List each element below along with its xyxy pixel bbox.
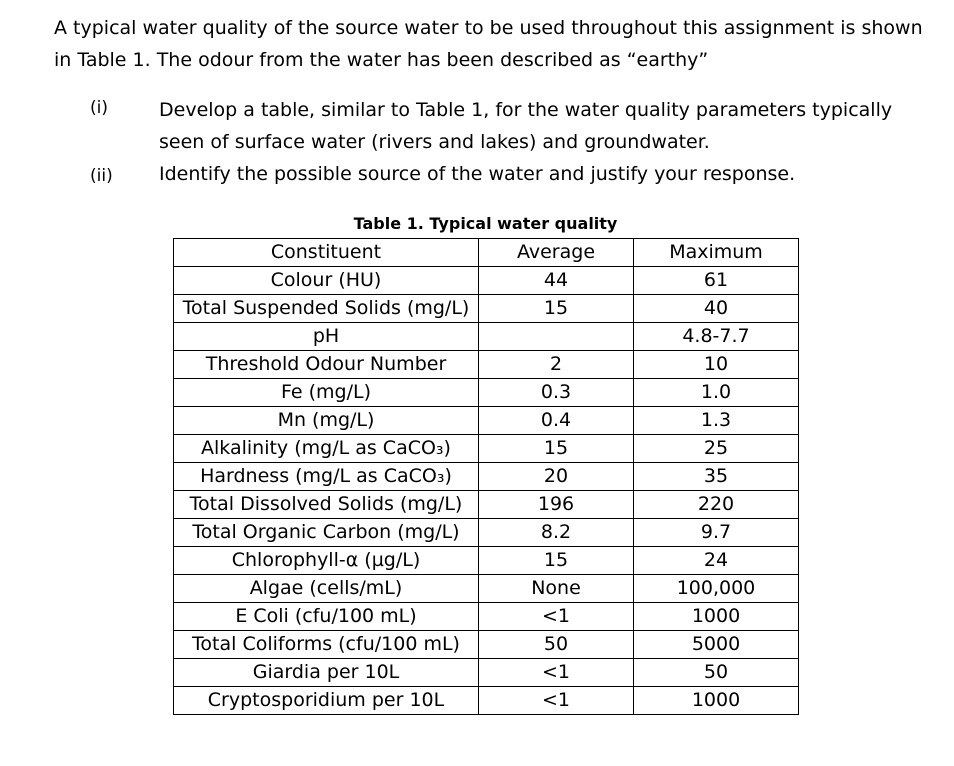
question-2-text bbox=[159, 158, 919, 190]
maximum-cell: 1000 bbox=[634, 687, 799, 715]
maximum-cell: 10 bbox=[634, 351, 799, 379]
average-cell: 15 bbox=[479, 547, 634, 575]
intro-line-2: in Table 1. The odour from the water has been described as “earthy” bbox=[54, 49, 709, 71]
average-cell: 15 bbox=[479, 295, 634, 323]
header-constituent: Constituent bbox=[174, 239, 479, 267]
constituent-cell: Algae (cells/mL) bbox=[174, 575, 479, 603]
table-row bbox=[174, 519, 799, 547]
table-row bbox=[174, 267, 799, 295]
table-row bbox=[174, 603, 799, 631]
maximum-cell: 50 bbox=[634, 659, 799, 687]
question-1-line-2: seen of surface water (rivers and lakes) and groundwater. bbox=[159, 131, 710, 153]
water-quality-table bbox=[173, 238, 799, 715]
average-cell: <1 bbox=[479, 603, 634, 631]
table-row bbox=[174, 687, 799, 715]
constituent-cell: Mn (mg/L) bbox=[174, 407, 479, 435]
question-1-text bbox=[159, 94, 919, 158]
average-cell: 0.3 bbox=[479, 379, 634, 407]
average-cell: 44 bbox=[479, 267, 634, 295]
constituent-cell: Alkalinity (mg/L as CaCO₃) bbox=[174, 435, 479, 463]
maximum-cell: 1.3 bbox=[634, 407, 799, 435]
average-cell: 196 bbox=[479, 491, 634, 519]
constituent-cell: Fe (mg/L) bbox=[174, 379, 479, 407]
constituent-cell: pH bbox=[174, 323, 479, 351]
table-row bbox=[174, 659, 799, 687]
maximum-cell: 4.8-7.7 bbox=[634, 323, 799, 351]
table-row bbox=[174, 491, 799, 519]
constituent-cell: Total Organic Carbon (mg/L) bbox=[174, 519, 479, 547]
average-cell: 20 bbox=[479, 463, 634, 491]
maximum-cell: 61 bbox=[634, 267, 799, 295]
maximum-cell: 35 bbox=[634, 463, 799, 491]
constituent-cell: Hardness (mg/L as CaCO₃) bbox=[174, 463, 479, 491]
header-maximum: Maximum bbox=[634, 239, 799, 267]
constituent-cell: Giardia per 10L bbox=[174, 659, 479, 687]
table-caption: Table 1. Typical water quality bbox=[353, 214, 618, 233]
average-cell bbox=[479, 323, 634, 351]
maximum-cell: 9.7 bbox=[634, 519, 799, 547]
average-cell: 2 bbox=[479, 351, 634, 379]
table-row bbox=[174, 547, 799, 575]
maximum-cell: 1000 bbox=[634, 603, 799, 631]
intro-paragraph bbox=[54, 12, 934, 76]
average-cell: 50 bbox=[479, 631, 634, 659]
maximum-cell: 220 bbox=[634, 491, 799, 519]
average-cell: 8.2 bbox=[479, 519, 634, 547]
average-cell: 0.4 bbox=[479, 407, 634, 435]
table-row bbox=[174, 631, 799, 659]
table-row bbox=[174, 575, 799, 603]
constituent-cell: E Coli (cfu/100 mL) bbox=[174, 603, 479, 631]
question-1-number: (i) bbox=[90, 98, 108, 118]
constituent-cell: Cryptosporidium per 10L bbox=[174, 687, 479, 715]
maximum-cell: 25 bbox=[634, 435, 799, 463]
maximum-cell: 40 bbox=[634, 295, 799, 323]
average-cell: <1 bbox=[479, 687, 634, 715]
header-average: Average bbox=[479, 239, 634, 267]
constituent-cell: Colour (HU) bbox=[174, 267, 479, 295]
constituent-cell: Total Coliforms (cfu/100 mL) bbox=[174, 631, 479, 659]
table-row bbox=[174, 323, 799, 351]
intro-line-1: A typical water quality of the source water to be used throughout this assignment is shown bbox=[54, 17, 923, 39]
constituent-cell: Threshold Odour Number bbox=[174, 351, 479, 379]
table-header-row bbox=[174, 239, 799, 267]
constituent-cell: Total Dissolved Solids (mg/L) bbox=[174, 491, 479, 519]
average-cell: <1 bbox=[479, 659, 634, 687]
table-row bbox=[174, 407, 799, 435]
table-row bbox=[174, 379, 799, 407]
maximum-cell: 1.0 bbox=[634, 379, 799, 407]
average-cell: None bbox=[479, 575, 634, 603]
table-row bbox=[174, 351, 799, 379]
question-2-line-1: Identify the possible source of the water and justify your response. bbox=[159, 163, 796, 185]
constituent-cell: Total Suspended Solids (mg/L) bbox=[174, 295, 479, 323]
table-row bbox=[174, 295, 799, 323]
constituent-cell: Chlorophyll-α (µg/L) bbox=[174, 547, 479, 575]
table-row bbox=[174, 435, 799, 463]
question-2-number: (ii) bbox=[90, 166, 113, 186]
average-cell: 15 bbox=[479, 435, 634, 463]
table-row bbox=[174, 463, 799, 491]
question-1-line-1: Develop a table, similar to Table 1, for the water quality parameters typically bbox=[159, 99, 893, 121]
maximum-cell: 100,000 bbox=[634, 575, 799, 603]
maximum-cell: 24 bbox=[634, 547, 799, 575]
maximum-cell: 5000 bbox=[634, 631, 799, 659]
